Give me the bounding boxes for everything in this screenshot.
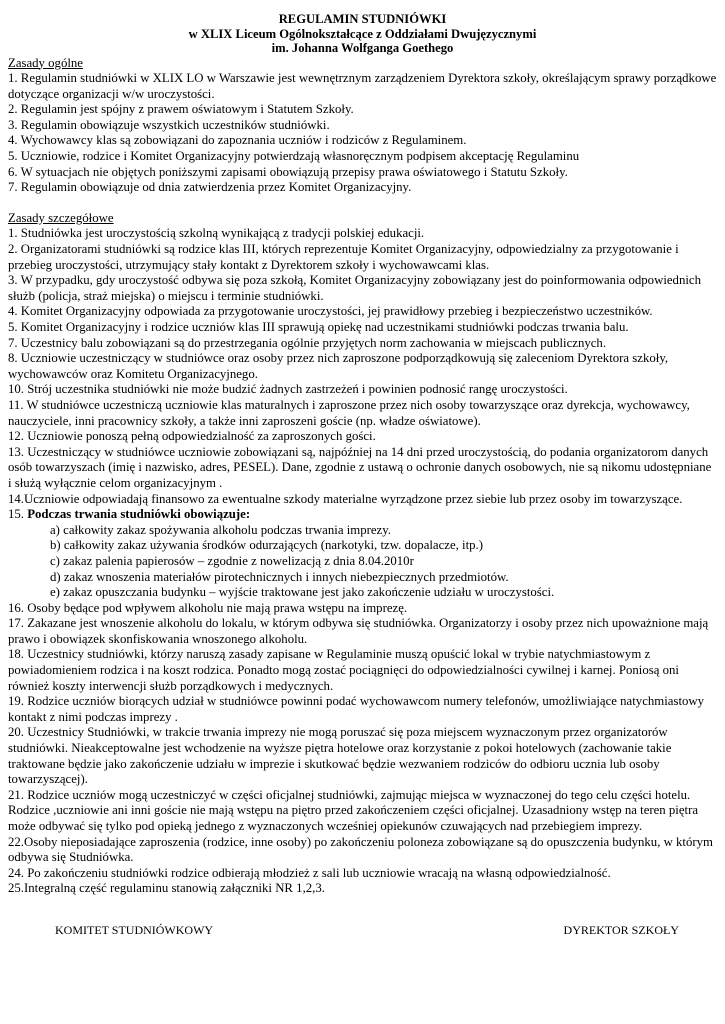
general-rule-6: 6. W sytuacjach nie objętych poniższymi zapisami obowiązują przepisy prawa oświatowego i Statutu Szkoły. [8, 164, 568, 179]
general-rule-4: 4. Wychowawcy klas są zobowiązani do zapoznania uczniów i rodziców z Regulaminem. [8, 133, 467, 148]
detailed-rule-14: 14.Uczniowie odpowiadają finansowo za ewentualne szkody materialne wyrządzone przez siebie lub przez osoby im towarzyszące. [8, 491, 683, 506]
detailed-rule-21: 21. Rodzice uczniów mogą uczestniczyć w części oficjalnej studniówki, zajmując miejsca w wyznaczonej do tego celu części hotelu. Rodzice ,uczniowie ani inni goście nie mają wstępu na piętro przed zakończeniem części oficjalnej. Uzasadniony wstęp na teren piętra może odbywać się tylko pod opieką jednego z wyznaczonych wcześniej opiekunów czuwających nad przebiegiem imprezy. [8, 787, 699, 833]
rule-15-sub-b: b) całkowity zakaz używania środków odurzających (narkotyki, tzw. dopalacze, itp.) [50, 538, 484, 553]
detailed-rules-heading: Zasady szczegółowe [8, 210, 114, 225]
detailed-rule-12: 12. Uczniowie ponoszą pełną odpowiedzialność za zaproszonych gości. [8, 429, 376, 444]
general-rules-list [8, 71, 717, 196]
detailed-rule-17: 17. Zakazane jest wnoszenie alkoholu do lokalu, w którym odbywa się studniówka. Organizatorzy i osoby przez nich upoważnione mają prawo i obowiązek skonfiskowania wnoszonego alkoholu. [8, 616, 709, 646]
detailed-rule-18: 18. Uczestnicy studniówki, którzy naruszą zasady zapisane w Regulaminie muszą opuścić lokal w trybie natychmiastowym z powiadomieniem rodzica i na koszt rodzica. Ponadto mogą zostać pociągnięci do odpowiedzialności cywilnej i karnej. Poniosą oni również koszty interwencji służb porządkowych i medycznych. [8, 647, 679, 693]
title-line-3: im. Johanna Wolfganga Goethego [271, 41, 454, 55]
detailed-rule-22: 22.Osoby nieposiadające zaproszenia (rodzice, inne osoby) po zakończeniu poloneza zobowiązane są do opuszczenia budynku, w którym odbywa się Studniówka. [8, 834, 713, 865]
rule-15-title: Podczas trwania studniówki obowiązuje: [27, 507, 251, 522]
detailed-rules-list [8, 226, 717, 897]
director-signature-label: DYREKTOR SZKOŁY [563, 923, 679, 937]
rule-15-sub-c: c) zakaz palenia papierosów – zgodnie z nowelizacją z dnia 8.04.2010r [50, 553, 414, 568]
detailed-rule-13: 13. Uczestniczący w studniówce uczniowie zobowiązani są, najpóźniej na 14 dni przed uroczystością, do podania organizatorom danych osób towarzyszach (imię i nazwisko, adres, PESEL). Dane, zgodnie z ustawą o ochronie danych osobowych, nie są nikomu udostępniane i służą wyłącznie celom organizacyjnym . [8, 444, 712, 490]
rule-15-number: 15. [8, 507, 24, 522]
detailed-rule-24: 24. Po zakończeniu studniówki rodzice odbierają młodzież z sali lub uczniowie wracają na własną odpowiedzialność. [8, 865, 611, 880]
detailed-rule-2: 2. Organizatorami studniówki są rodzice klas III, których reprezentuje Komitet Organizacyjny, odpowiedzialny za przygotowanie i przebieg uroczystości, utrzymujący stały kontakt z Dyrektorem szkoły i wychowawcami klas. [8, 242, 679, 272]
detailed-rule-11: 11. W studniówce uczestniczą uczniowie klas maturalnych i zaproszone przez nich osoby towarzyszące oraz dyrekcja, wychowawcy, nauczyciele, inni pracownicy szkoły, a także inni zaproszeni goście (np. władze oświatowe). [8, 397, 690, 428]
general-rule-5: 5. Uczniowie, rodzice i Komitet Organizacyjny potwierdzają własnoręcznym podpisem akceptację Regulaminu [8, 149, 580, 164]
detailed-rule-16: 16. Osoby będące pod wpływem alkoholu nie mają prawa wstępu na imprezę. [8, 600, 408, 615]
general-rule-3: 3. Regulamin obowiązuje wszystkich uczestników studniówki. [8, 117, 330, 132]
detailed-rule-3: 3. W przypadku, gdy uroczystość odbywa się poza szkołą, Komitet Organizacyjny zobowiązany jest do poinformowania odpowiednich służb (policja, straż miejska) o miejscu i terminie studniówki. [8, 273, 701, 303]
rule-15-sublist [8, 523, 717, 601]
detailed-rule-4: 4. Komitet Organizacyjny odpowiada za przygotowanie uroczystości, jej prawidłowy przebieg i bezpieczeństwo uczestników. [8, 304, 653, 319]
detailed-rule-8: 8. Uczniowie uczestniczący w studniówce oraz osoby przez nich zaproszone podporządkowują się zaleceniom Dyrektora szkoły, wychowawców oraz Komitetu Organizacyjnego. [8, 351, 669, 381]
rule-15-sub-d: d) zakaz wnoszenia materiałów pirotechnicznych i innych niebezpiecznych przedmiotów. [50, 569, 509, 584]
committee-signature-label: KOMITET STUDNIÓWKOWY [55, 923, 214, 937]
detailed-rule-5: 5. Komitet Organizacyjny i rodzice uczniów klas III sprawują opiekę nad uczestnikami studniówki podczas trwania balu. [8, 320, 629, 334]
detailed-rule-19: 19. Rodzice uczniów biorących udział w studniówce powinni podać wychowawcom numery telefonów, umożliwiające natychmiastowy kontakt z nimi podczas imprezy . [8, 694, 705, 724]
rule-15-sub-a: a) całkowity zakaz spożywania alkoholu podczas trwania imprezy. [50, 522, 391, 537]
detailed-rule-1: 1. Studniówka jest uroczystością szkolną wynikającą z tradycji polskiej edukacji. [8, 226, 425, 241]
title-line-2: w XLIX Liceum Ogólnokształcące z Oddziałami Dwujęzycznymi [188, 26, 537, 41]
title-line-1: REGULAMIN STUDNIÓWKI [278, 12, 447, 26]
document-title [8, 12, 717, 56]
general-rule-2: 2. Regulamin jest spójny z prawem oświatowym i Statutem Szkoły. [8, 102, 354, 117]
general-rules-heading: Zasady ogólne [8, 55, 83, 70]
detailed-rule-7: 7. Uczestnicy balu zobowiązani są do przestrzegania ogólnie przyjętych norm zachowania w miejscach publicznych. [8, 335, 607, 350]
document [8, 12, 717, 897]
detailed-rule-20: 20. Uczestnicy Studniówki, w trakcie trwania imprezy nie mogą poruszać się poza miejscem wyznaczonym przez organizatorów studniówki. Nieakceptowalne jest wchodzenie na wyższe piętra hotelowe oraz korzystanie z pokoi hotelowych (zachowanie takie traktowane będzie jako zakończenie udziału w imprezie i skutkować będzie wezwaniem rodziców do odbioru ucznia lub osoby towarzyszącej). [8, 725, 672, 787]
general-rule-1: 1. Regulamin studniówki w XLIX LO w Warszawie jest wewnętrznym zarządzeniem Dyrektora szkoły, określającym sprawy porządkowe dotyczące organizacji w/w uroczystości. [8, 71, 717, 101]
general-rule-7: 7. Regulamin obowiązuje od dnia zatwierdzenia przez Komitet Organizacyjny. [8, 180, 412, 195]
detailed-rule-25: 25.Integralną część regulaminu stanowią załączniki NR 1,2,3. [8, 881, 325, 896]
detailed-rule-15 [8, 507, 717, 523]
detailed-rule-10: 10. Strój uczestnika studniówki nie może budzić żadnych zastrzeżeń i powinien podnosić rangę uroczystości. [8, 382, 568, 397]
section-spacer [8, 196, 717, 211]
rule-15-sub-e: e) zakaz opuszczania budynku – wyjście traktowane jest jako zakończenie udziału w uroczystości. [50, 585, 555, 600]
